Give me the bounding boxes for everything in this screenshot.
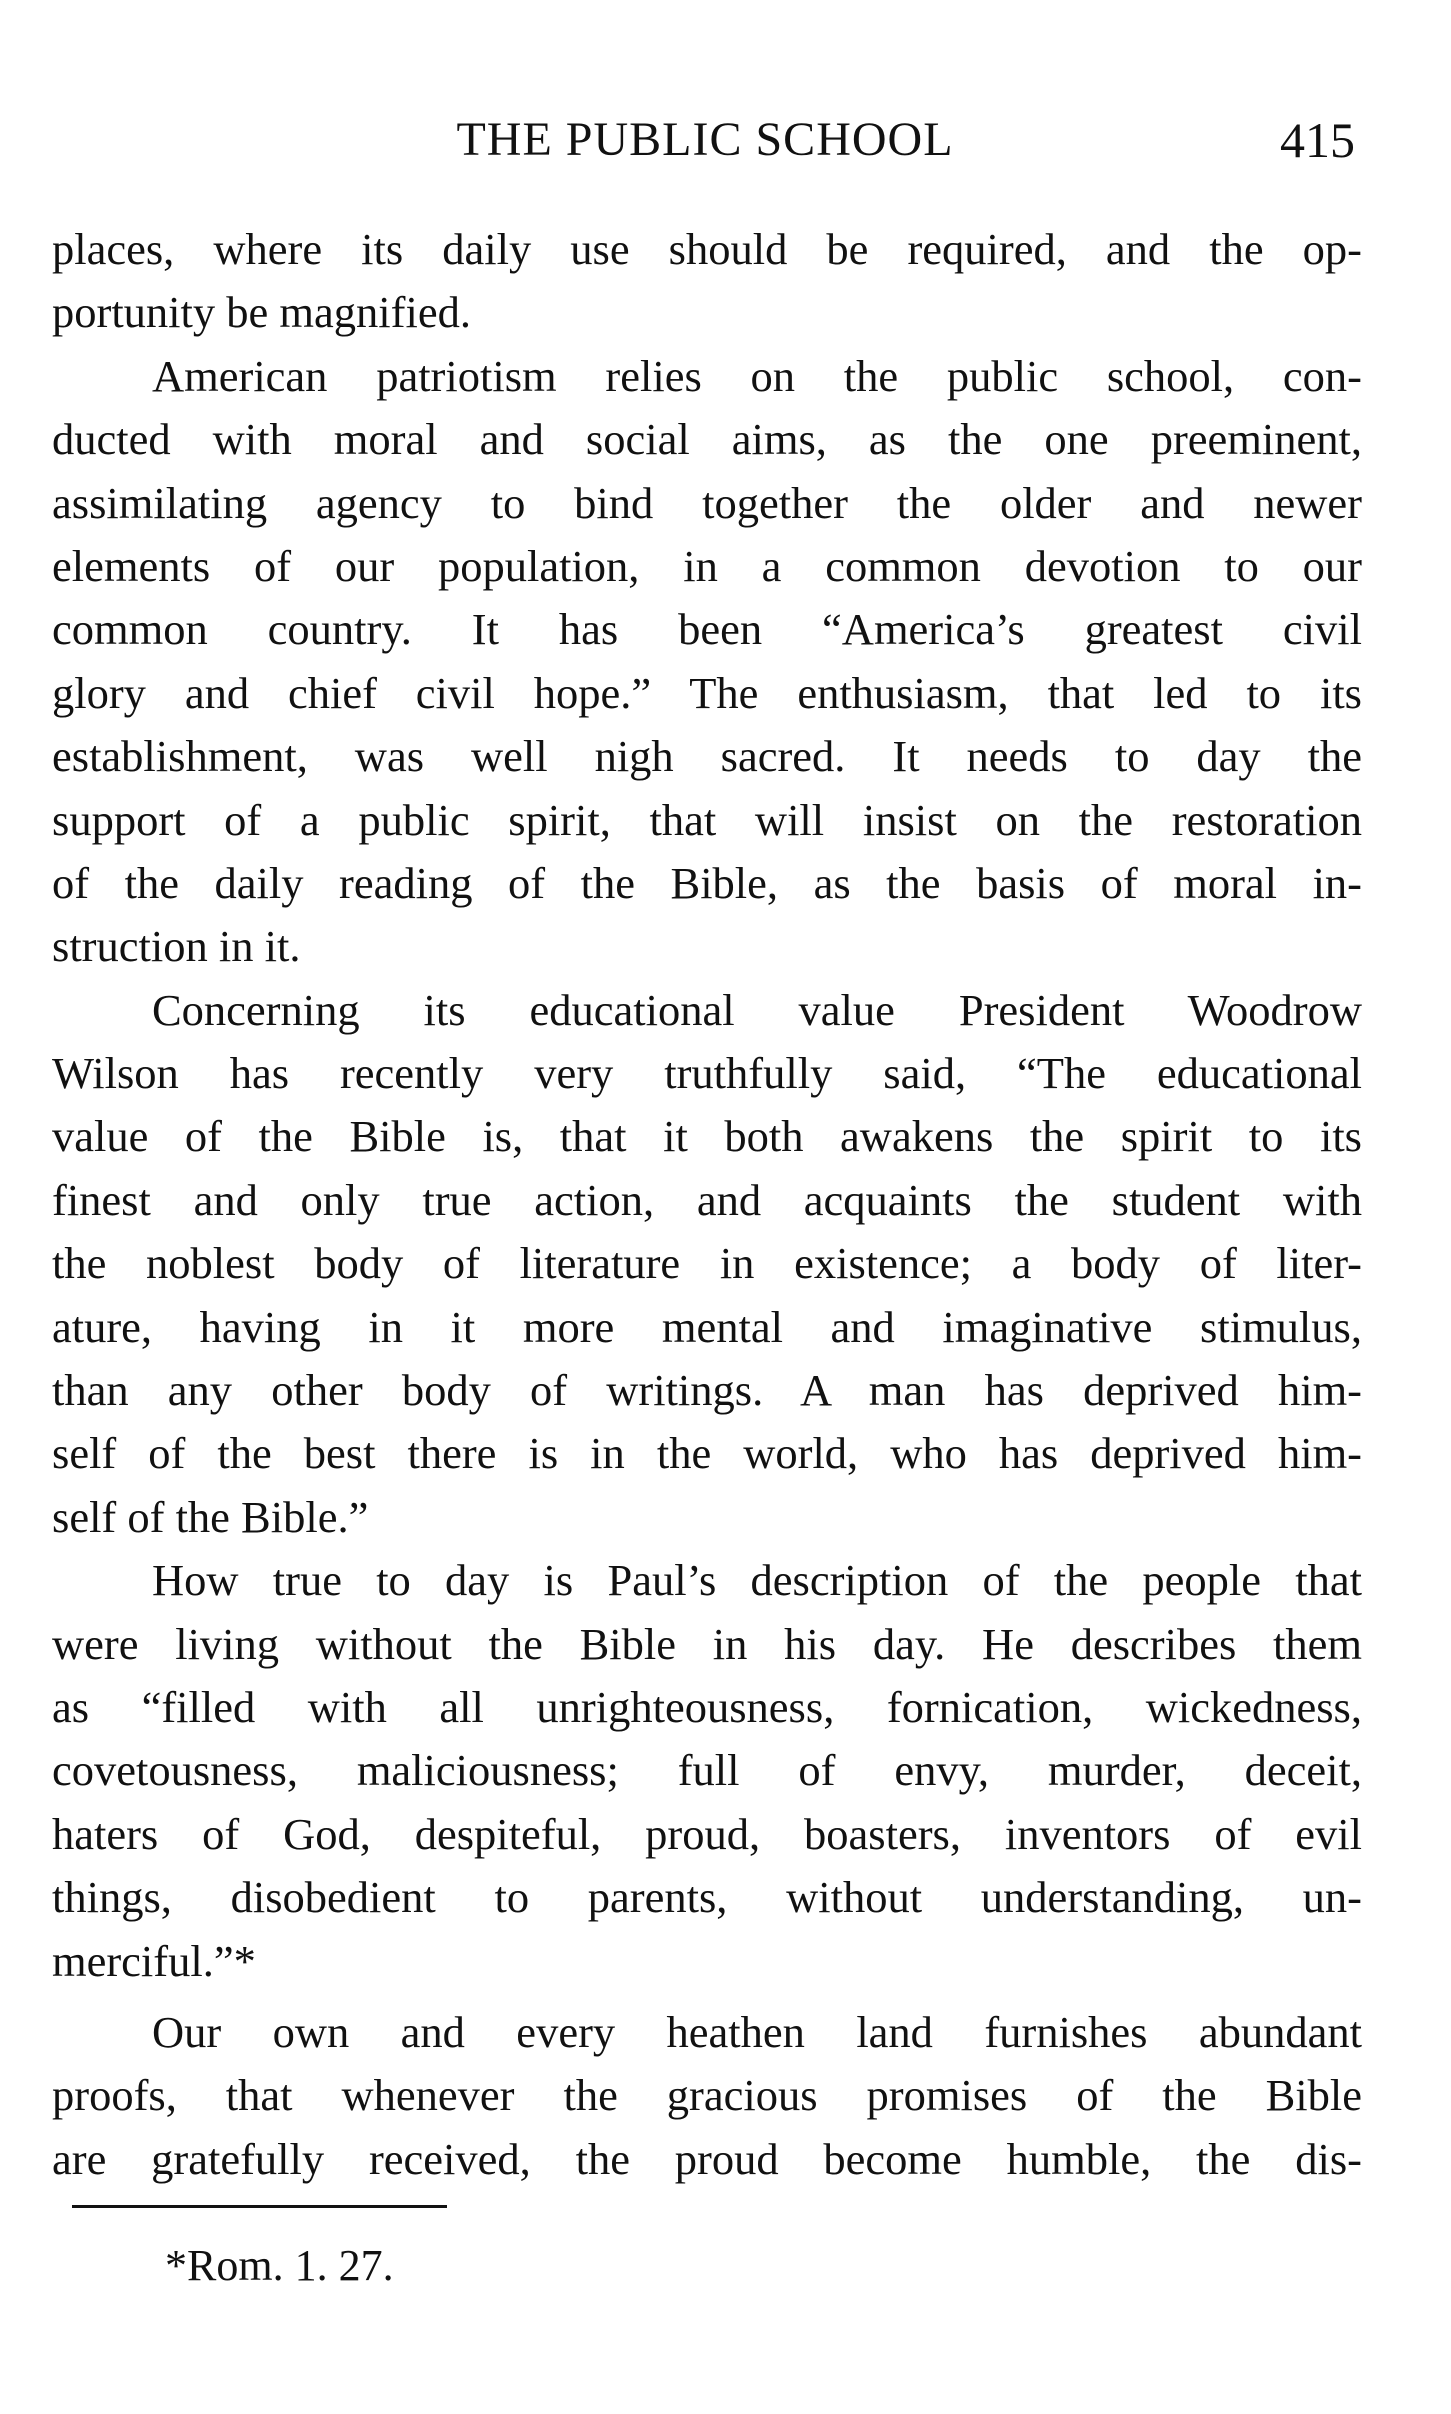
paragraph-4 — [52, 1549, 1362, 1993]
text-line: the noblest body of literature in existence; a body of liter- — [52, 1238, 1362, 1289]
footnote-rule — [72, 2205, 447, 2208]
text-line: are gratefully received, the proud become humble, the dis- — [52, 2133, 1362, 2184]
paragraph-3 — [52, 979, 1362, 1550]
text-line: ature, having in it more mental and imaginative stimulus, — [52, 1301, 1362, 1352]
text-line: places, where its daily use should be required, and the op- — [52, 224, 1362, 274]
text-line: finest and only true action, and acquaints the student with — [52, 1174, 1362, 1225]
text-line: How true to day is Paul’s description of the people that — [152, 1555, 1362, 1606]
text-line: self of the best there is in the world, who has deprived him- — [52, 1428, 1362, 1479]
text-line: glory and chief civil hope.” The enthusiasm, that led to its — [52, 667, 1362, 718]
footnote: *Rom. 1. 27. — [165, 2241, 394, 2290]
text-line: than any other body of writings. A man has deprived him- — [52, 1365, 1362, 1416]
text-line: proofs, that whenever the gracious promises of the Bible — [52, 2070, 1362, 2121]
text-line: covetousness, maliciousness; full of envy, murder, deceit, — [52, 1745, 1362, 1796]
paragraph-2 — [52, 345, 1362, 979]
text-line: support of a public spirit, that will insist on the restoration — [52, 794, 1362, 845]
text-line: Our own and every heathen land furnishes abundant — [152, 2006, 1362, 2057]
text-line: struction in it. — [52, 921, 301, 972]
text-line: merciful.”* — [52, 1935, 256, 1986]
text-line: common country. It has been “America’s greatest civil — [52, 604, 1362, 655]
text-line: value of the Bible is, that it both awakens the spirit to its — [52, 1111, 1362, 1162]
text-line: of the daily reading of the Bible, as the basis of moral in- — [52, 857, 1362, 908]
running-head — [55, 105, 1355, 175]
text-line: things, disobedient to parents, without understanding, un- — [52, 1872, 1362, 1923]
text-line: American patriotism relies on the public school, con- — [152, 350, 1362, 401]
running-title: THE PUBLIC SCHOOL — [456, 113, 954, 166]
text-line: as “filled with all unrighteousness, fornication, wickedness, — [52, 1681, 1362, 1732]
paragraph-5 — [52, 2001, 1362, 2191]
text-line: establishment, was well nigh sacred. It needs to day the — [52, 731, 1362, 782]
text-line: portunity be magnified. — [52, 287, 471, 338]
text-line: assimilating agency to bind together the older and newer — [52, 477, 1362, 528]
page-number: 415 — [1280, 112, 1355, 168]
paragraph-gap — [52, 1993, 1362, 2001]
text-line: ducted with moral and social aims, as the one preeminent, — [52, 414, 1362, 465]
text-line: self of the Bible.” — [52, 1491, 369, 1542]
text-line: Wilson has recently very truthfully said, “The educational — [52, 1048, 1362, 1099]
body-text — [52, 218, 1362, 2191]
text-line: elements of our population, in a common devotion to our — [52, 540, 1362, 591]
text-line: Concerning its educational value President Woodrow — [152, 984, 1362, 1035]
paragraph-1 — [52, 218, 1362, 345]
text-line: haters of God, despiteful, proud, boasters, inventors of evil — [52, 1808, 1362, 1859]
text-line: were living without the Bible in his day. He describes them — [52, 1618, 1362, 1669]
